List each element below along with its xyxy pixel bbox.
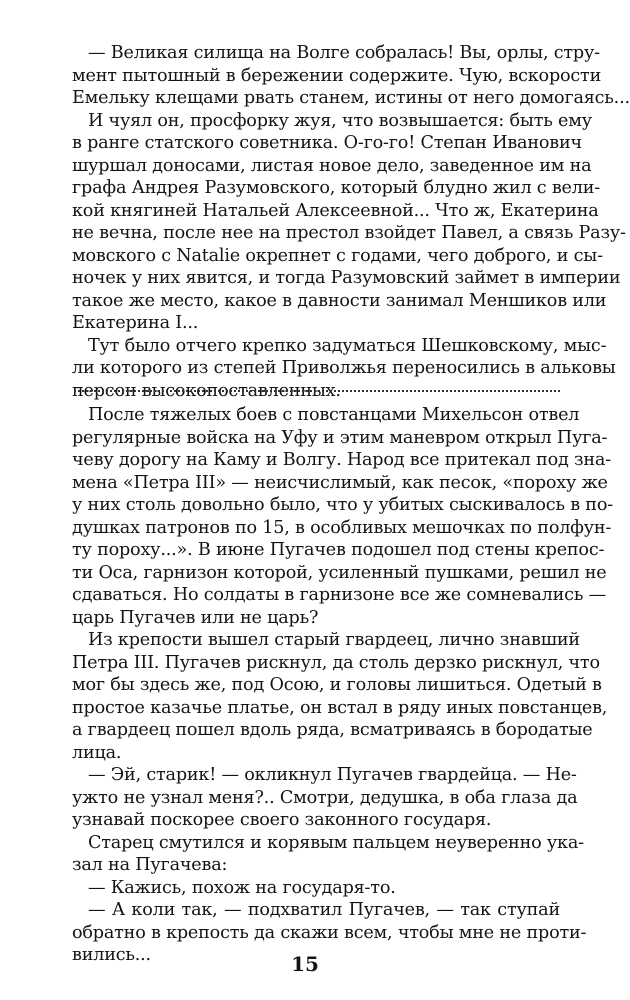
text-line: лица. [72,742,122,763]
text-line: обратно в крепость да скажи всем, чтобы мне не проти- [72,922,587,943]
text-line: — Эй, старик! — окликнул Пугачев гвардейца. — Не- [88,765,577,785]
text-line: шуршал доносами, листая новое дело, заведенное им на [72,155,592,176]
text-line: ужто не узнал меня?.. Смотри, дедушка, в оба глаза да [72,787,578,808]
text-line: Екатерина I... [72,313,199,333]
text-line: Емельку клещами рвать станем, истины от него домогаясь... [72,88,630,108]
text-line: — Кажись, похож на государя-то. [88,877,396,898]
text-line: графа Андрея Разумовского, который блудно жил с вели- [72,178,601,198]
text-line: мовского с Natalie окрепнет с годами, чего доброго, и сы- [72,245,603,266]
text-line: такое же место, какое в давности занимал Меншиков или [72,290,607,311]
text-line: Тут было отчего крепко задуматься Шешковскому, мыс- [88,335,607,356]
text-line: ту пороху...». В июне Пугачев подошел под стены крепос- [72,540,605,560]
text-line: — Великая силища на Волге собралась! Вы, орлы, стру- [88,43,600,63]
text-line: регулярные войска на Уфу и этим маневром открыл Пуга- [72,427,608,448]
text-line: сдаваться. Но солдаты в гарнизоне все же сомневались — [72,585,606,605]
text-line: ночек у них явится, и тогда Разумовский займет в империи [72,268,621,288]
text-line: мена «Петра III» — неисчислимый, как песок, «пороху же [72,472,608,493]
text-line: душках патронов по 15, в особливых мешочках по полфун- [72,517,612,538]
text-line: чеву дорогу на Каму и Волгу. Народ все притекал под зна- [72,450,611,470]
text-line: — А коли так, — подхватил Пугачев, — так ступай [88,900,560,920]
text-line: царь Пугачев или не царь? [72,607,319,628]
section-divider [74,390,560,392]
text-line: мент пытошный в бережении содержите. Чую, вскорости [72,65,602,86]
text-line: не вечна, после нее на престол взойдет Павел, а связь Разу- [72,223,626,243]
text-line: вились... [72,945,151,965]
text-line: зал на Пугачева: [72,855,228,875]
text-line: ти Оса, гарнизон которой, усиленный пушками, решил не [72,562,607,583]
text-section-1 [72,42,630,402]
text-line: персон высокопоставленных. [72,380,341,401]
text-line: мог бы здесь же, под Осою, и головы лишиться. Одетый в [72,675,602,695]
text-line: простое казачье платье, он встал в ряду иных повстанцев, [72,697,608,718]
text-line: После тяжелых боев с повстанцами Михельсон отвел [88,405,580,425]
text-line: Петра III. Пугачев рискнул, да столь дерзко рискнул, что [72,652,600,673]
text-line: а гвардеец пошел вдоль ряда, всматриваясь в бородатые [72,720,593,740]
text-section-2 [72,404,613,967]
page-number: 15 [291,952,319,976]
text-line: ли которого из степей Приволжья переносились в альковы [72,358,616,378]
text-line: Из крепости вышел старый гвардеец, лично знавший [88,630,580,650]
text-line: у них столь довольно было, что у убитых сыскивалось в по- [72,495,613,515]
text-line: И чуял он, просфорку жуя, что возвышается: быть ему [88,110,592,131]
text-line: узнавай поскорее своего законного государя. [72,810,492,830]
text-line: кой княгиней Натальей Алексеевной... Что ж, Екатерина [72,200,599,221]
text-line: Старец смутился и корявым пальцем неуверенно ука- [88,832,584,853]
text-line: в ранге статского советника. О-го-го! Степан Иванович [72,133,582,153]
